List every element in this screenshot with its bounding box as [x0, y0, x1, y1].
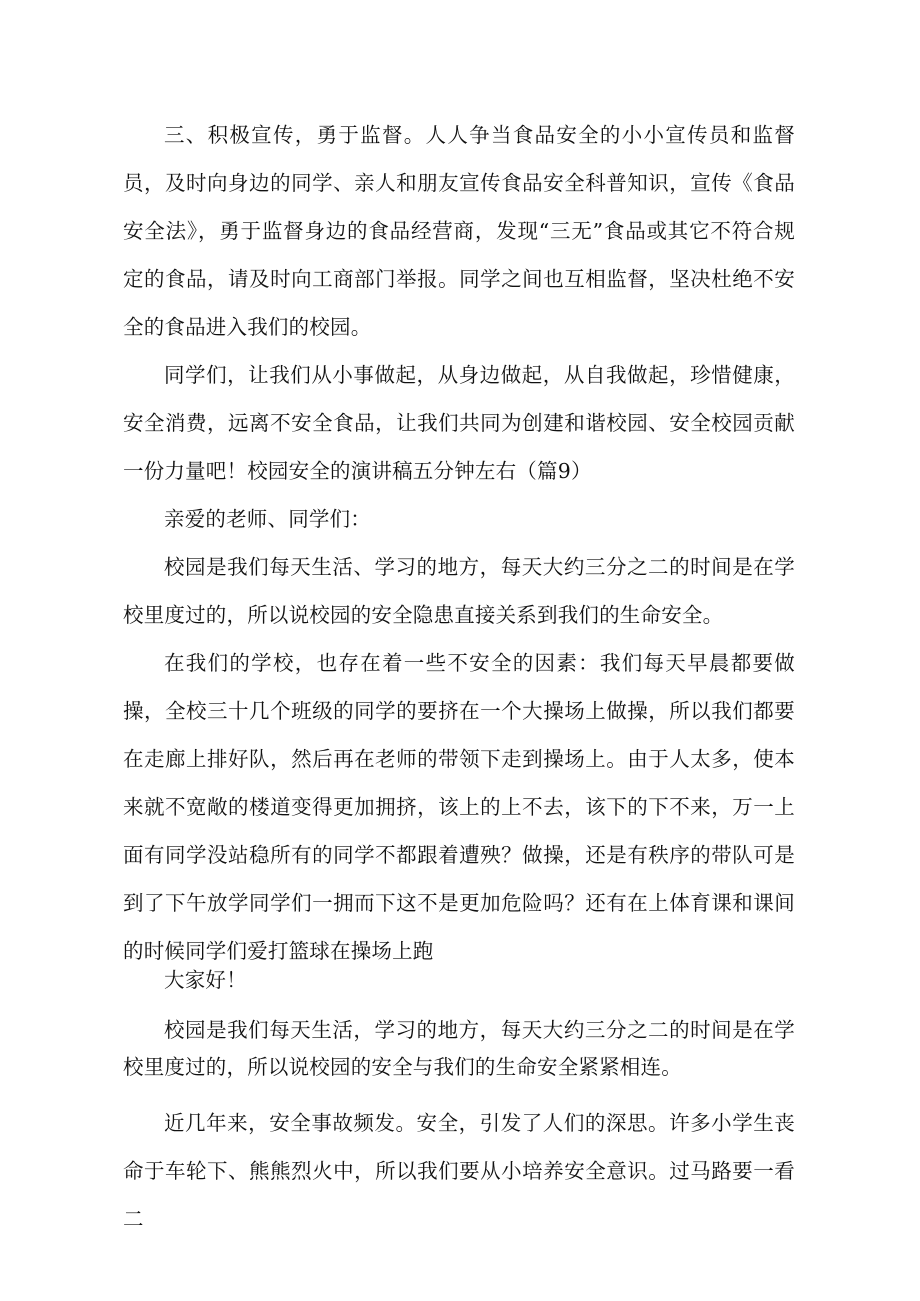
- paragraph-publicity: 三、积极宣传，勇于监督。人人争当食品安全的小小宣传员和监督员，及时向身边的同学、亲人和朋友宣传食品安全科普知识，宣传《食品安全法》，勇于监督身边的食品经营商，发现“三无”食品或其它不符合规定的食品，请及时向工商部门举报。同学之间也互相监督，坚决杜绝不安全的食品进入我们的校园。: [123, 123, 795, 339]
- paragraph-unsafe-factors: 在我们的学校，也存在着一些不安全的因素：我们每天早晨都要做操，全校三十几个班级的同学的要挤在一个大操场上做操，所以我们都要在走廊上排好队，然后再在老师的带领下走到操场上。由于人太多，使本来就不宽敞的楼道变得更加拥挤，该上的上不去，该下的下不来，万一上面有同学没站稳所有的同学不都跟着遭殃？做操，还是有秩序的带队可是到了下午放学同学们一拥而下这不是更加危险吗？还有在上体育课和课间的时候同学们爱打篮球在操场上跑: [123, 651, 795, 963]
- paragraph-call-to-action: 同学们，让我们从小事做起，从身边做起，从自我做起，珍惜健康，安全消费，远离不安全食品，让我们共同为创建和谐校园、安全校园贡献一份力量吧！校园安全的演讲稿五分钟左右（篇9）: [123, 363, 795, 483]
- paragraph-salutation: 亲爱的老师、同学们：: [164, 507, 371, 531]
- paragraph-greeting: 大家好！: [164, 968, 247, 992]
- paragraph-campus-intro: 校园是我们每天生活、学习的地方，每天大约三分之二的时间是在学校里度过的，所以说校园的安全隐患直接关系到我们的生命安全。: [123, 555, 795, 627]
- paragraph-campus-life: 校园是我们每天生活，学习的地方，每天大约三分之二的时间是在学校里度过的，所以说校园的安全与我们的生命安全紧紧相连。: [123, 1018, 795, 1079]
- paragraph-accidents: 近几年来，安全事故频发。安全，引发了人们的深思。许多小学生丧命于车轮下、熊熊烈火中，所以我们要从小培养安全意识。过马路要一看二: [123, 1111, 795, 1231]
